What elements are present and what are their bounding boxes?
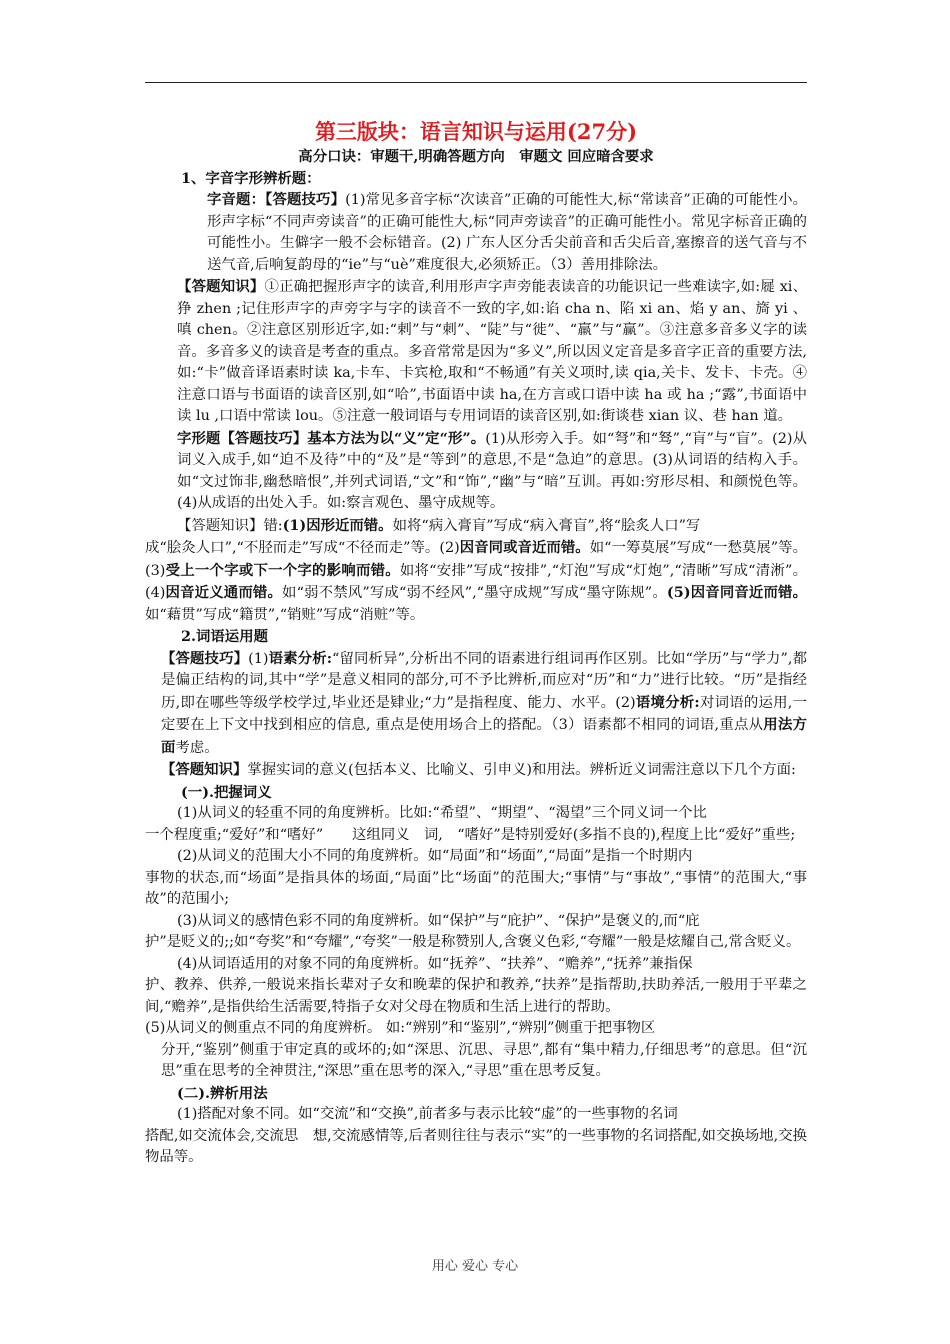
item-5b: 分开,“鉴别”侧重于审定真的或坏的;如“深思、沉思、寻思”,都有“集中精力,仔细思考”的意思。但“沉思”重在思考的全神贯注,“深思”重在思考的深入,“寻思”重在思考反复。 [161,1041,807,1079]
wy-tip-text-3: 对词语的运用,一定要在上下文中找到相应的信息, 重点是使用场合上的搭配。（3）语素都不相同的词语,重点从 [161,694,808,733]
item-5a: (5)从词义的侧重点不同的角度辨析。 如:“辨别”和“鉴别”,“辨别”侧重于把事物区 [145,1020,656,1036]
zx-tip-paragraph [145,428,807,515]
wy-tip-text-4: 考虑。 [175,739,219,756]
usage-1b: 搭配,如交流体会,交流思 想,交流感情等,后者则往往与表示“实”的一些事物的名词搭配,如交换场地,交换物品等。 [145,1127,807,1165]
page-subtitle: 高分口诀：审题干,明确答题方向 审题文 回应暗含要求 [298,148,654,165]
item-2b: 事物的状态,而“场面”是指具体的场面,“局面”比“场面”的范围大;“事情”与“事故”,“事情”的范围大,“事故”的范围小; [145,869,807,907]
section-heading-2: 2.词语运用题 [181,628,268,645]
zx-know-bold-5: (5)因音同音近而错。 [666,584,807,601]
zx-know-text-6: 如“藉贯”写成“籍贯”,“销赃”写成“消赃”等。 [145,606,425,623]
zx-know-paragraph-2 [145,537,807,626]
zx-know-label: 【答题知识】错: [177,517,283,534]
wy-tip-bold-1: 语素分析: [268,649,333,667]
zx-know-text-4: 如将“安排”写成“按排”,“灯泡”写成“灯炮”,“清晰”写成“清淅”。(4) [145,562,807,601]
zx-know-text-1: 如将“病入膏肓”写成“病入膏盲”,将“脍炙人口”写 [392,517,701,534]
item-1b: 一个程度重;“爱好”和“嗜好” 这组同义 词, “嗜好”是特别爱好(多指不良的),程度上比“爱好”重些; [145,826,796,843]
item-1a: (1)从词义的轻重不同的角度辨析。比如:“希望”、“期望”、“渴望”三个同义词一个比 [177,805,707,821]
wy-tip-text-2: “留同析异”,分析出不同的语素进行组词再作区别。比如“学历”与“学力”,都是偏正结构的词,其中“学”是意义相同的部分,可不予比辨析,而应对“历”和“力”进行比较。“历”是指经历,即在哪些等级学校学过,毕业还是肄业;“力”是指程度、能力、水平。(2) [161,650,807,711]
zy-tip-text: (1)常见多音字标“次读音”正确的可能性大,标“常读音”正确的可能性小。形声字标“不同声旁读音”的正确可能性大,标“同声旁读音”的正确可能性小。常见字标音正确的可能性小。生僻字一般不会标错音。(2) 广东人区分舌尖前音和舌尖后音,塞擦音的送气音与不送气音,后响复韵母的“ie”与“uè”难度很大,必须矫正。（3）善用排除法。 [207,192,807,273]
zx-tip-text: (1)从形旁入手。如“弩”和“驽”,“肓”与“盲”。(2)从词义入成手,如“迫不及待”中的“及”是“等到”的意思,不是“急迫”的意思。(3)从词语的结构入手。如“文过饰非,幽愁暗恨”,并列式词语,“文”和“饰”,“幽”与“暗”互训。再如:穷形尽相、和颜悦色等。(4)从成语的出处入手。如:察言观色、墨守成规等。 [177,430,807,511]
subheading-2: (二).辨析用法 [177,1084,268,1102]
item-3b: 护”是贬义的;;如“夸奖”和“夸耀”,“夸奖”一般是称赞别人,含褒义色彩,“夸耀”一般是炫耀自己,常含贬义。 [145,934,801,950]
item-2a: (2)从词义的范围大小不同的角度辨析。如“局面”和“场面”,“局面”是指一个时期内 [177,848,693,864]
wy-tip-text-1: (1) [248,650,269,667]
wy-tip-bold-3: 用法方面 [161,716,807,756]
header-rule [145,82,807,83]
page-footer: 用心 爱心 专心 [431,1259,519,1274]
zx-tip-label: 【答题技巧】基本方法为以“义”定“形”。 [220,429,486,447]
document-body [145,118,807,1169]
zy-know-label: 【答题知识】 [177,278,265,295]
zx-know-paragraph-1 [145,515,807,538]
zx-know-bold-3: 受上一个字或下一个字的影响而错。 [165,561,400,579]
item-4a: (4)从词语适用的对象不同的角度辨析。如“抚养”、“扶养”、“赡养”,“抚养”兼指保 [177,955,693,972]
zx-know-bold-4: 因音近义通而错。 [165,584,283,601]
section-heading-1: 1、字音字形辨析题： [181,169,321,187]
wy-know-paragraph [145,759,807,782]
wy-know-text: 掌握实词的意义(包括本义、比喻义、引申义)和用法。辨析近义词需注意以下几个方面: [247,762,796,778]
zy-know-paragraph [145,276,807,428]
wy-tip-paragraph [145,648,807,760]
wy-tip-label: 【答题技巧】 [161,649,249,667]
zx-know-bold-1: (1)因形近而错。 [282,516,393,534]
item-3a: (3)从词义的感情色彩不同的角度辨析。如“保护”与“庇护”、“保护”是褒义的,而“庇 [177,912,700,929]
item-4b: 护、教养、供养,一般说来指长辈对子女和晚辈的保护和教养,“扶养”是指帮助,扶助养活,一般用于平辈之间,“赡养”,是指供给生活需要,特指子女对父母在物质和生活上进行的帮助。 [145,977,807,1015]
zy-tip-label: 【答题技巧】 [265,191,346,208]
zx-know-text-2: 成“脍灸人口”,“不胫而走”写成“不径而走”等。(2) [145,540,460,556]
wy-tip-bold-2: 语境分析: [635,693,700,711]
subheading-1: (一).把握词义 [181,783,272,801]
zy-tip-paragraph [145,189,807,276]
zx-know-text-5: 如“弱不禁风”写成“弱不经风”,“墨守成规”写成“墨守陈规”。 [282,585,667,601]
page-title: 第三版块：语言知识与运用(27分) [314,119,638,144]
zy-label: 字音题： [207,191,266,208]
zx-know-bold-2: 因音同或音近而错。 [459,539,590,556]
zy-know-text: ①正确把握形声字的读音,利用形声字声旁能表读音的功能识记一些难读字,如:屣 xi、狰 zhen ;记住形声字的声旁字与字的读音不一致的字,如:谄 cha n、陷 xi an、焰 y an、旖 yi 、嗔 chen。②注意区别形近字,如:“剌”与“刺”、“陡”与“徙”、“羸”与“赢”。③注意多音多义字的读音。多音多义的读音是考查的重点。多音常常是因为“多义”,所以因义定音是多音字正音的重要方法,如:“卡”做音译语素时读 ka,卡车、卡宾枪,取和“不畅通”有关义项时,读 qia,关卡、发卡、卡壳。④注意口语与书面语的读音区别,如“哈”,书面语中读 ha,在方言或口语中读 ha 或 ha ;“露”,书面语中读 lu ,口语中常读 lou。⑤注意一般词语与专用词语的读音区别,如:街谈巷 xian 议、巷 han 道。 [177,279,807,424]
zx-label: 字形题 [177,429,221,447]
usage-1a: (1)搭配对象不同。如“交流”和“交换”,前者多与表示比较“虚”的一些事物的名词 [177,1106,678,1122]
wy-know-label: 【答题知识】 [161,761,248,778]
zx-know-text-3: 如“一筹莫展”写成“一愁莫展”等。(3) [145,540,807,579]
